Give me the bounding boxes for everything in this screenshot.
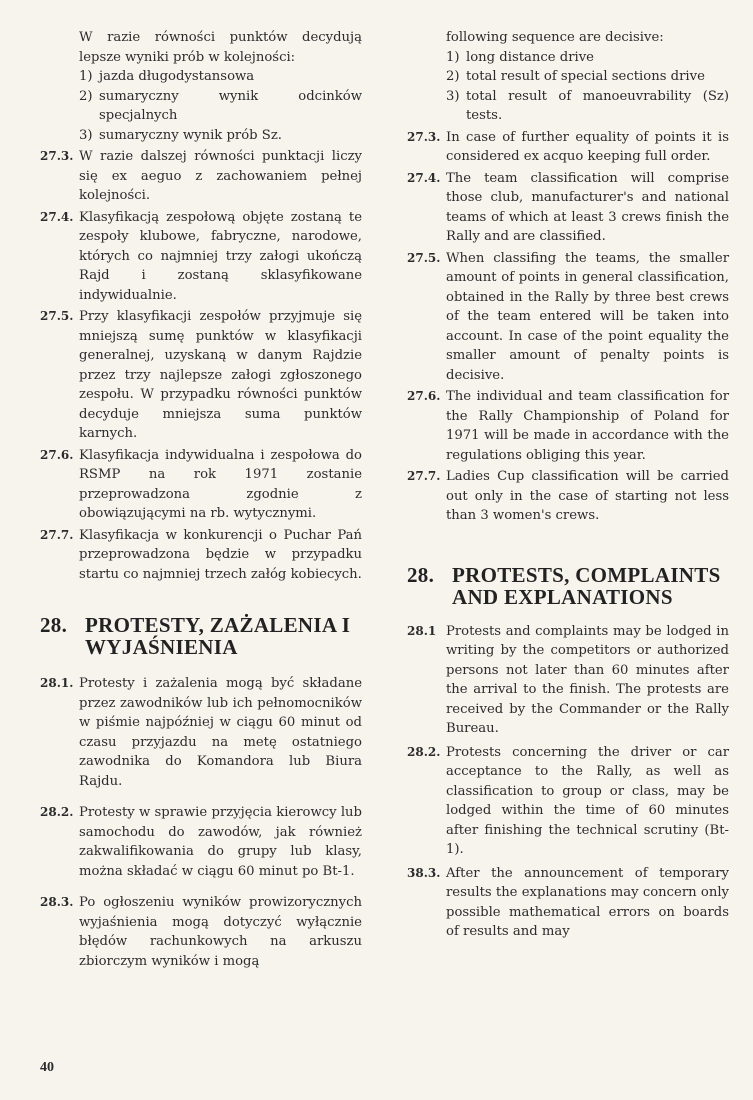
item-number: 3) bbox=[446, 88, 460, 104]
page-number: 40 bbox=[40, 1060, 54, 1075]
intro-list bbox=[407, 48, 729, 126]
items-28 bbox=[407, 622, 729, 942]
english-column bbox=[407, 28, 729, 944]
list-item bbox=[40, 126, 362, 146]
intro-list bbox=[40, 67, 362, 145]
paragraph bbox=[40, 147, 362, 206]
item-text: sumaryczny wynik odcinków specjalnych bbox=[99, 88, 362, 123]
polish-column bbox=[40, 28, 362, 973]
item-number: 2) bbox=[79, 88, 93, 104]
paragraph bbox=[40, 803, 362, 881]
item-text: Protesty w sprawie przyjęcia kierowcy lub samochodu do zawodów, jak również zakwalifikowania do grupy lub klasy, można składać w ciągu 60 minut po Bt-1. bbox=[79, 805, 362, 879]
item-number: 27.4. bbox=[40, 209, 74, 224]
intro-text: following sequence are decisive: bbox=[446, 30, 664, 45]
paragraph bbox=[407, 864, 729, 942]
item-number: 28.1 bbox=[407, 623, 437, 638]
item-number: 27.6. bbox=[40, 447, 74, 462]
item-text: total result of special sections drive bbox=[466, 69, 705, 84]
heading-title: PROTESTS, COMPLAINTS AND EXPLANATIONS bbox=[452, 562, 721, 609]
paragraph bbox=[407, 622, 729, 739]
item-text: Po ogłoszeniu wyników prowizorycznych wyjaśnienia mogą dotyczyć wyłącznie błędów rachunkowych na arkuszu zbiorczym wyników i mogą bbox=[79, 895, 362, 969]
item-text: In case of further equality of points it is considered ex acquo keeping full order. bbox=[446, 129, 729, 164]
item-text: Klasyfikacją zespołową objęte zostaną te zespoły klubowe, fabryczne, narodowe, których co najmniej trzy załogi ukończą Rajd i zostaną sklasyfikowane indywidualnie. bbox=[79, 209, 362, 303]
item-text: total result of manoeuvrability (Sz) tests. bbox=[466, 88, 729, 123]
paragraph bbox=[407, 387, 729, 465]
list-item bbox=[40, 67, 362, 87]
item-number: 27.4. bbox=[407, 170, 441, 185]
item-text: Klasyfikacja indywidualna i zespołowa do RSMP na rok 1971 zostanie przeprowadzona zgodnie z obowiązującymi na rb. wytycznymi. bbox=[79, 447, 362, 521]
item-number: 28.2. bbox=[407, 744, 441, 759]
item-text: The individual and team classification for the Rally Championship of Poland for 1971 will be made in accordance with the regulations obliging this year. bbox=[446, 389, 729, 463]
paragraph bbox=[407, 467, 729, 526]
paragraph bbox=[40, 307, 362, 444]
items-27 bbox=[407, 128, 729, 526]
item-text: Klasyfikacja w konkurencji o Puchar Pań przeprowadzona będzie w przypadku startu co najmniej trzech załóg kobiecych. bbox=[79, 527, 362, 582]
item-number: 28.3. bbox=[40, 895, 74, 909]
heading-title: PROTESTY, ZAŻALENIA I WYJAŚNIENIA bbox=[85, 613, 351, 659]
paragraph bbox=[40, 446, 362, 524]
item-text: Ladies Cup classification will be carried out only in the case of starting not less than 3 women's crews. bbox=[446, 469, 729, 523]
item-number: 27.3. bbox=[407, 129, 441, 144]
item-text: When classifing the teams, the smaller amount of points in general classification, obtained in the Rally by three best crews of the team entered will be taken into account. In case of the point equality the smaller amount of penalty points is decisive. bbox=[446, 250, 729, 383]
paragraph bbox=[407, 743, 729, 860]
item-number: 27.5. bbox=[407, 250, 441, 265]
item-text: After the announcement of temporary results the explanations may concern only possible mathematical errors on boards of results and may bbox=[446, 865, 729, 939]
paragraph bbox=[40, 893, 362, 971]
paragraph bbox=[407, 169, 729, 247]
item-text: long distance drive bbox=[466, 49, 594, 65]
item-text: Protests concerning the driver or car acceptance to the Rally, as well as classification to group or class, may be lodged within the time of 60 minutes after finishing the technical scrutiny (Bt-1). bbox=[446, 744, 729, 857]
item-number: 28.2. bbox=[40, 805, 74, 819]
item-number: 38.3. bbox=[407, 865, 441, 880]
list-item bbox=[407, 48, 729, 68]
paragraph bbox=[40, 208, 362, 306]
item-number: 27.5. bbox=[40, 309, 74, 323]
section-heading bbox=[40, 614, 362, 658]
list-item bbox=[40, 87, 362, 126]
intro-text: W razie równości punktów decydują lepsze wyniki prób w kolejności: bbox=[79, 30, 362, 65]
item-number: 3) bbox=[79, 127, 93, 143]
item-number: 28.1. bbox=[40, 676, 74, 690]
item-text: sumaryczny wynik prób Sz. bbox=[99, 127, 282, 143]
item-text: jazda długodystansowa bbox=[99, 69, 255, 84]
heading-number: 28. bbox=[407, 562, 435, 587]
items-28 bbox=[40, 674, 362, 971]
item-number: 27.3. bbox=[40, 149, 74, 163]
item-number: 1) bbox=[79, 69, 93, 84]
heading-number: 28. bbox=[40, 613, 68, 637]
list-item bbox=[407, 67, 729, 87]
item-text: Protests and complaints may be lodged in writing by the competitors or authorized persons not later than 60 minutes after the arrival to the finish. The protests are received by the Commander or the Rally Bureau. bbox=[446, 623, 729, 736]
item-number: 1) bbox=[446, 49, 460, 65]
item-text: W razie dalszej równości punktacji liczy się ex aeguo z zachowaniem pełnej kolejności. bbox=[79, 149, 362, 203]
item-number: 2) bbox=[446, 69, 460, 84]
items-27 bbox=[40, 147, 362, 584]
item-text: The team classification will comprise those club, manufacturer's and national teams of which at least 3 crews finish the Rally and are classified. bbox=[446, 170, 729, 244]
item-number: 27.6. bbox=[407, 389, 441, 403]
list-item bbox=[407, 87, 729, 126]
paragraph bbox=[40, 674, 362, 791]
paragraph bbox=[407, 128, 729, 167]
item-text: Protesty i zażalenia mogą być składane przez zawodników lub ich pełnomocników w piśmie najpóźniej w ciągu 60 minut od czasu przyjazdu na metę ostatniego zawodnika do Komandora lub Biura Rajdu. bbox=[79, 676, 362, 789]
item-number: 27.7. bbox=[40, 527, 74, 542]
section-heading bbox=[407, 564, 729, 608]
paragraph bbox=[40, 526, 362, 585]
paragraph bbox=[407, 249, 729, 386]
item-text: Przy klasyfikacji zespołów przyjmuje się mniejszą sumę punktów w klasyfikacji generalnej, uzyskaną w danym Rajdzie przez trzy najlepsze załogi zgłoszonego zespołu. W przypadku równości punktów decyduje mniejsza suma punktów karnych. bbox=[79, 309, 362, 441]
item-number: 27.7. bbox=[407, 469, 441, 483]
